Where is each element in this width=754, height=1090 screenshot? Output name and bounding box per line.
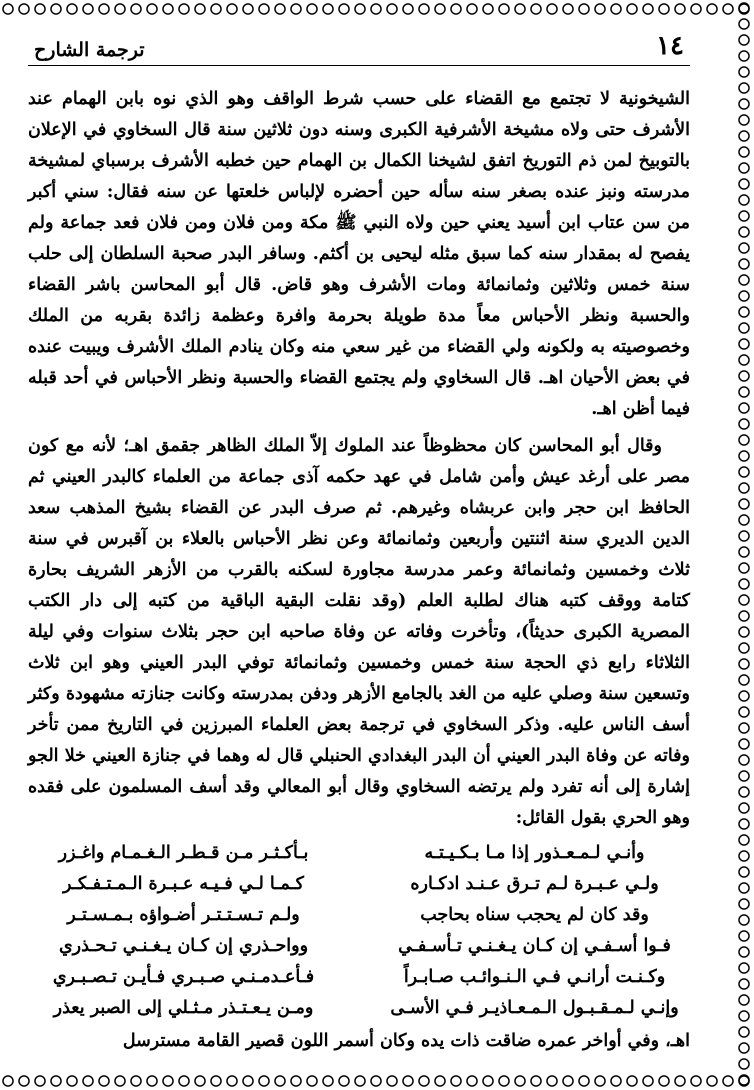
poem-verse [28, 838, 690, 869]
poem-verse [28, 962, 690, 993]
verse-first-hemistich: وقد كان لم يحجب سناه بحاجب [420, 905, 649, 925]
page-header [28, 30, 690, 66]
running-title: ترجمة الشارح [34, 39, 145, 61]
verse-first-hemistich: ولـي عـبـرة لـم تـرق عـنـد ادكـاره [410, 874, 659, 894]
poem-verse [28, 931, 690, 962]
verse-first-hemistich: وأنـي لـمـعـذور إذا مـا بـكـيـتـه [424, 843, 645, 863]
verse-first-hemistich: وإنـي لـمـقـبـول الـمـعـاذيـر فـي الأسـى [390, 998, 679, 1018]
closing-line: اهـ، وفي أواخر عمره ضاقت ذات يده وكان أسمر اللون قصير القامة مسترسل [122, 1031, 690, 1051]
poem [28, 838, 690, 1024]
page-number: ١٤ [656, 31, 684, 61]
verse-first-hemistich: فـوا أسـفـي إن كـان يـغـنـي تـأسـفـي [398, 936, 671, 956]
paragraph-1: الشيخونية لا تجتمع مع القضاء على حسب شرط الواقف وهو الذي نوه بابن الهمام عند الأشرف حتى ولاه مشيخة الأشرفية الكبرى وسنه دون ثلاثين سنة قال السخاوي في الإعلان بالتوبيخ لمن ذم التوريخ اتفق لشيخنا الكمال بن الهمام حين خطبه الأشرف برسباي لمشيخة مدرسته ونبز عنده بصغر سنه سأله حين أحضره لإلباس خلعتها عن سنه فقال: سني أكبر من سن عتاب ابن أسيد يعني حين ولاه النبي ﷺ مكة ومن فلان ومن فلان فعد جماعة ولم يفصح له بمقدار سنه كما سبق مثله ليحيى بن أكثم. وسافر البدر صحبة السلطان إلى حلب سنة خمس وثلاثين وثمانمائة ومات الأشرف وهو قاض. قال أبو المحاسن باشر القضاء والحسبة ونظر الأحباس معاً مدة طويلة بحرمة وافرة وعظمة زائدة بقربه من الملك وخصوصيته به ولكونه ولي القضاء من غير سعي منه وكان ينادم الملك الأشرف ويبيت عنده في بعض الأحيان اهـ. قال السخاوي ولم يجتمع القضاء والحسبة ونظر الأحباس في أحد قبله فيما أظن اهـ. [28, 89, 690, 419]
verse-second-hemistich: وواحـذري إن كـان يـغـنـي تـحـذري [58, 936, 309, 956]
verse-second-hemistich: كـمـا لـي فـيـه عـبـرة الـمـتـفـكـر [63, 874, 304, 894]
verse-second-hemistich: بـأكـثـر مـن قـطـر الـغـمـام واغـزر [58, 843, 309, 863]
book-page [28, 30, 690, 1070]
poem-verse [28, 993, 690, 1024]
body-text [28, 84, 690, 834]
poem-verse [28, 900, 690, 931]
top-ornamental-border [0, 2, 754, 16]
poem-verse [28, 869, 690, 900]
paragraph-2: وقال أبو المحاسن كان محظوظاً عند الملوك إلاّ الملك الظاهر جقمق اهـ؛ لأنه مع كون مصر على أرغد عيش وأمن شامل في عهد حكمه آذى جماعة من العلماء كالبدر العيني ثم الحافظ ابن حجر وابن عربشاه وغيرهم. ثم صرف البدر عن القضاء بشيخ المذهب سعد الدين الديري سنة اثنتين وأربعين وثمانمائة وعن نظر الأحباس بالعلاء بن آقبرس في سنة ثلاث وخمسين وثمانمائة وعمر مدرسة مجاورة لسكنه بالقرب من الأزهر الشريف بحارة كتامة ووقف كتبه هناك لطلبة العلم (وقد نقلت البقية الباقية من كتبه إلى دار الكتب المصرية الكبرى حديثاً)، وتأخرت وفاته عن وفاة صاحبه ابن حجر بثلاث سنوات وفي ليلة الثلاثاء رابع ذي الحجة سنة خمس وخمسين وثمانمائة توفي البدر العيني وهو ابن ثلاث وتسعين سنة وصلي عليه من الغد بالجامع الأزهر ودفن بمدرسته وكانت جنازته مشهودة وكثر أسف الناس عليه. وذكر السخاوي في ترجمة بعض العلماء المبرزين في التاريخ ممن تأخر وفاته عن وفاة البدر العيني أن البدر البغدادي الحنبلي قال له وهما في جنازة العيني خلا الجو إشارة إلى أنه تفرد ولم يرتضه السخاوي وقال أبو المعالي وقد أسف المسلمون على فقده وهو الحري بقول القائل: [28, 436, 690, 828]
verse-first-hemistich: وكـنـت أرانـي فـي الـنـوائـب صـابـراً [403, 967, 666, 987]
verse-second-hemistich: فـأعـدمـنـي صـبـري فـأيـن تـصـبـري [52, 967, 315, 987]
right-ornamental-border [736, 0, 752, 1090]
bottom-ornamental-border [0, 1074, 754, 1088]
verse-second-hemistich: ولـم تـسـتـتـر أضـواؤه بـمـسـتـر [67, 905, 300, 925]
verse-second-hemistich: ومـن يـعـتـذر مـثـلي إلى الصبر يعذر [53, 998, 314, 1018]
